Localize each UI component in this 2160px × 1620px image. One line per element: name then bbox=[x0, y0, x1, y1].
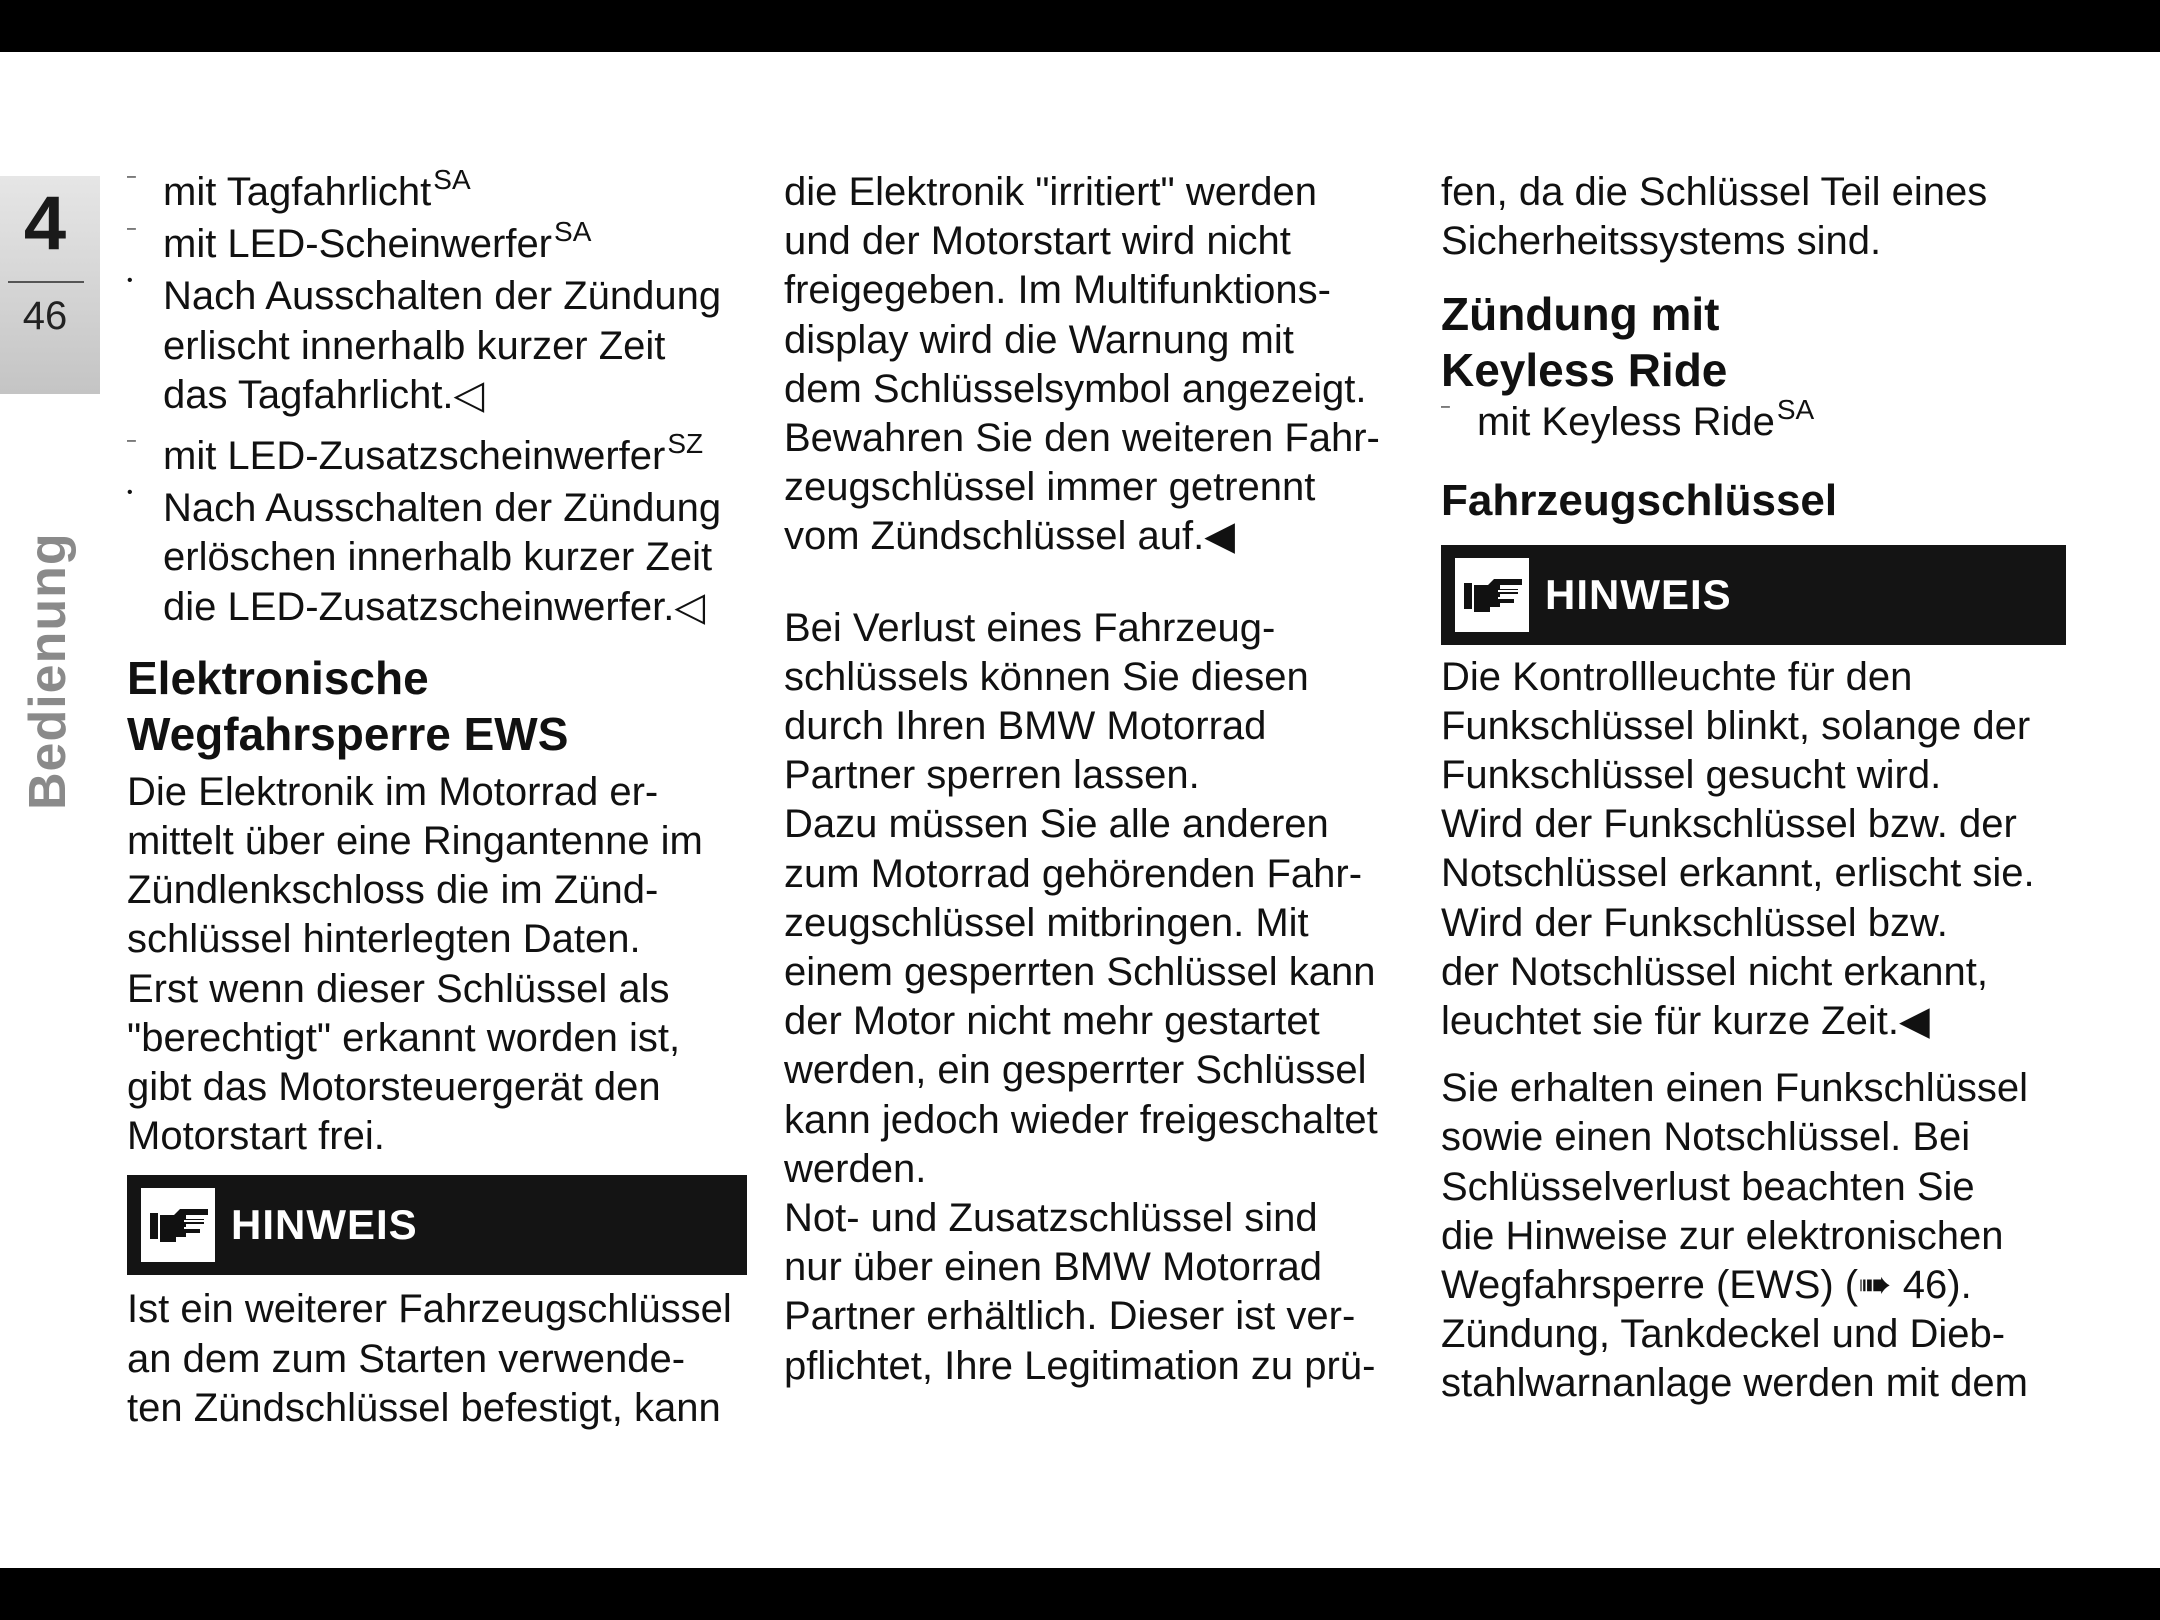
page-reference-line bbox=[1441, 1261, 2066, 1310]
paragraph bbox=[784, 604, 1404, 1391]
text-line: schlüssels können Sie diesen bbox=[784, 654, 1309, 699]
paragraph bbox=[784, 168, 1404, 562]
paragraph bbox=[1441, 168, 2066, 266]
bullet-icon: • bbox=[127, 484, 133, 502]
text-line: gibt das Motorsteuergerät den bbox=[127, 1065, 661, 1110]
text-line: Sicherheitssystems sind. bbox=[1441, 219, 1882, 264]
text-line: schlüssel hinterlegten Daten. bbox=[127, 917, 641, 962]
dash-marker: – bbox=[127, 220, 136, 238]
text-line: fen, da die Schlüssel Teil eines bbox=[1441, 170, 1988, 214]
text-line: Ist ein weiterer Fahrzeugschlüssel bbox=[127, 1287, 732, 1332]
column-2 bbox=[784, 168, 1404, 1391]
text-line: Zündlenkschloss die im Zünd- bbox=[127, 868, 659, 913]
text-line: zeugschlüssel mitbringen. Mit bbox=[784, 900, 1309, 945]
text-line: Wird der Funkschlüssel bzw. bbox=[1441, 900, 1948, 945]
text-line: pflichtet, Ihre Legitimation zu prü- bbox=[784, 1343, 1376, 1388]
list-item bbox=[127, 164, 747, 220]
text-line: Sie erhalten einen Funkschlüssel bbox=[1441, 1066, 2029, 1111]
bullet-line: erlischt innerhalb kurzer Zeit bbox=[163, 323, 666, 368]
section-heading: Wegfahrsperre EWS bbox=[127, 707, 569, 760]
bullet-line: das Tagfahrlicht.◁ bbox=[163, 372, 485, 417]
option-superscript: SA bbox=[1776, 394, 1815, 426]
text-line: ten Zündschlüssel befestigt, kann bbox=[127, 1385, 721, 1430]
text-line: werden, ein gesperrter Schlüssel bbox=[784, 1048, 1367, 1093]
list-item bbox=[127, 216, 747, 272]
text-line: die Hinweise zur elektronischen bbox=[1441, 1213, 2004, 1258]
text-line: Schlüsselverlust beachten Sie bbox=[1441, 1164, 1975, 1209]
text-line: Motorstart frei. bbox=[127, 1114, 385, 1159]
text-line: freigegeben. Im Multifunktions- bbox=[784, 268, 1331, 313]
text-line: "berechtigt" erkannt worden ist, bbox=[127, 1015, 681, 1060]
text-line: kann jedoch wieder freigeschaltet bbox=[784, 1097, 1378, 1142]
list-item bbox=[127, 428, 747, 484]
bullet-line: Nach Ausschalten der Zündung bbox=[163, 274, 722, 319]
text-line: werden. bbox=[784, 1146, 927, 1191]
bullet-item bbox=[127, 484, 747, 632]
list-item-text: mit Keyless Ride bbox=[1477, 400, 1775, 445]
section-heading: Zündung mit bbox=[1441, 288, 1720, 341]
text-line: Erst wenn dieser Schlüssel als bbox=[127, 966, 670, 1011]
text-line: nur über einen BMW Motorrad bbox=[784, 1245, 1323, 1290]
text-line: Funkschlüssel gesucht wird. bbox=[1441, 753, 1942, 798]
text-line: Notschlüssel erkannt, erlischt sie. bbox=[1441, 851, 2035, 896]
text-line: an dem zum Starten verwende- bbox=[127, 1336, 686, 1381]
bottom-black-bar bbox=[0, 1568, 2160, 1620]
text-line: mittelt über eine Ringantenne im bbox=[127, 819, 703, 864]
reference-text: Wegfahrsperre (EWS) ( bbox=[1441, 1263, 1859, 1308]
dash-marker: – bbox=[127, 168, 136, 185]
notice-label: HINWEIS bbox=[1545, 570, 1732, 618]
section-heading: Elektronische bbox=[127, 651, 429, 704]
option-superscript: SA bbox=[433, 164, 471, 195]
page-number: 46 bbox=[22, 294, 68, 338]
subsection-heading: Fahrzeugschlüssel bbox=[1441, 475, 1838, 525]
text-line: dem Schlüsselsymbol angezeigt. bbox=[784, 366, 1367, 411]
notice-banner bbox=[127, 1175, 747, 1275]
text-line: Bei Verlust eines Fahrzeug- bbox=[784, 605, 1276, 650]
text-line: Die Elektronik im Motorrad er- bbox=[127, 769, 659, 814]
notice-text bbox=[1441, 653, 2066, 1047]
option-superscript: SZ bbox=[667, 428, 704, 460]
list-item-text: mit LED-Zusatzscheinwerfer bbox=[163, 434, 666, 479]
text-line: Die Kontrollleuchte für den bbox=[1441, 654, 1913, 699]
section-side-label: Bedienung bbox=[19, 532, 77, 810]
chapter-tab bbox=[0, 176, 100, 394]
text-line: leuchtet sie für kurze Zeit.◀ bbox=[1441, 999, 1930, 1044]
dash-marker: – bbox=[127, 432, 136, 450]
notice-label: HINWEIS bbox=[231, 1201, 418, 1249]
list-item bbox=[1441, 394, 2066, 450]
text-line: Partner sperren lassen. bbox=[784, 753, 1200, 798]
column-3 bbox=[1441, 168, 2066, 1409]
option-superscript: SA bbox=[554, 216, 592, 248]
bullet-line: erlöschen innerhalb kurzer Zeit bbox=[163, 535, 713, 580]
text-line: Wird der Funkschlüssel bzw. der bbox=[1441, 802, 2017, 847]
text-line: vom Zündschlüssel auf.◀ bbox=[784, 514, 1235, 559]
text-line: Not- und Zusatzschlüssel sind bbox=[784, 1196, 1318, 1241]
text-line: und der Motorstart wird nicht bbox=[784, 219, 1291, 264]
text-line: sowie einen Notschlüssel. Bei bbox=[1441, 1115, 1971, 1160]
text-line: Funkschlüssel blinkt, solange der bbox=[1441, 703, 2031, 748]
text-line: der Notschlüssel nicht erkannt, bbox=[1441, 949, 1988, 994]
bullet-line: Nach Ausschalten der Zündung bbox=[163, 486, 722, 531]
text-line: zum Motorrad gehörenden Fahr- bbox=[784, 851, 1363, 896]
text-line: zeugschlüssel immer getrennt bbox=[784, 465, 1316, 510]
list-item-text: mit LED-Scheinwerfer bbox=[163, 222, 553, 267]
reference-page-link[interactable]: 46). bbox=[1891, 1263, 1972, 1308]
dash-marker: – bbox=[1441, 398, 1450, 416]
text-line: Zündung, Tankdeckel und Dieb- bbox=[1441, 1312, 2006, 1357]
column-1 bbox=[127, 164, 747, 1433]
paragraph bbox=[1441, 1064, 2066, 1408]
top-black-bar bbox=[0, 0, 2160, 52]
pointing-hand-icon bbox=[141, 1188, 215, 1262]
text-line: stahlwarnanlage werden mit dem bbox=[1441, 1361, 2028, 1406]
text-line: Bewahren Sie den weiteren Fahr- bbox=[784, 416, 1380, 461]
bullet-item bbox=[127, 272, 747, 420]
bullet-line: die LED-Zusatzscheinwerfer.◁ bbox=[163, 584, 706, 629]
list-item-text: mit Tagfahrlicht bbox=[163, 170, 432, 214]
reference-arrow-icon: ➠ bbox=[1858, 1263, 1892, 1308]
pointing-hand-icon bbox=[1455, 558, 1529, 632]
text-line: Dazu müssen Sie alle anderen bbox=[784, 802, 1329, 847]
section-heading: Keyless Ride bbox=[1441, 344, 1728, 397]
chapter-number: 4 bbox=[23, 181, 67, 266]
notice-text bbox=[127, 1285, 747, 1433]
text-line: die Elektronik "irritiert" werden bbox=[784, 170, 1318, 214]
notice-banner bbox=[1441, 545, 2066, 645]
text-line: Partner erhältlich. Dieser ist ver- bbox=[784, 1294, 1356, 1339]
text-line: der Motor nicht mehr gestartet bbox=[784, 999, 1320, 1044]
text-line: durch Ihren BMW Motorrad bbox=[784, 704, 1267, 749]
text-line: einem gesperrten Schlüssel kann bbox=[784, 950, 1376, 995]
paragraph bbox=[127, 768, 747, 1162]
text-line: display wird die Warnung mit bbox=[784, 317, 1294, 362]
tab-divider bbox=[8, 281, 84, 283]
bullet-icon: • bbox=[127, 272, 133, 290]
